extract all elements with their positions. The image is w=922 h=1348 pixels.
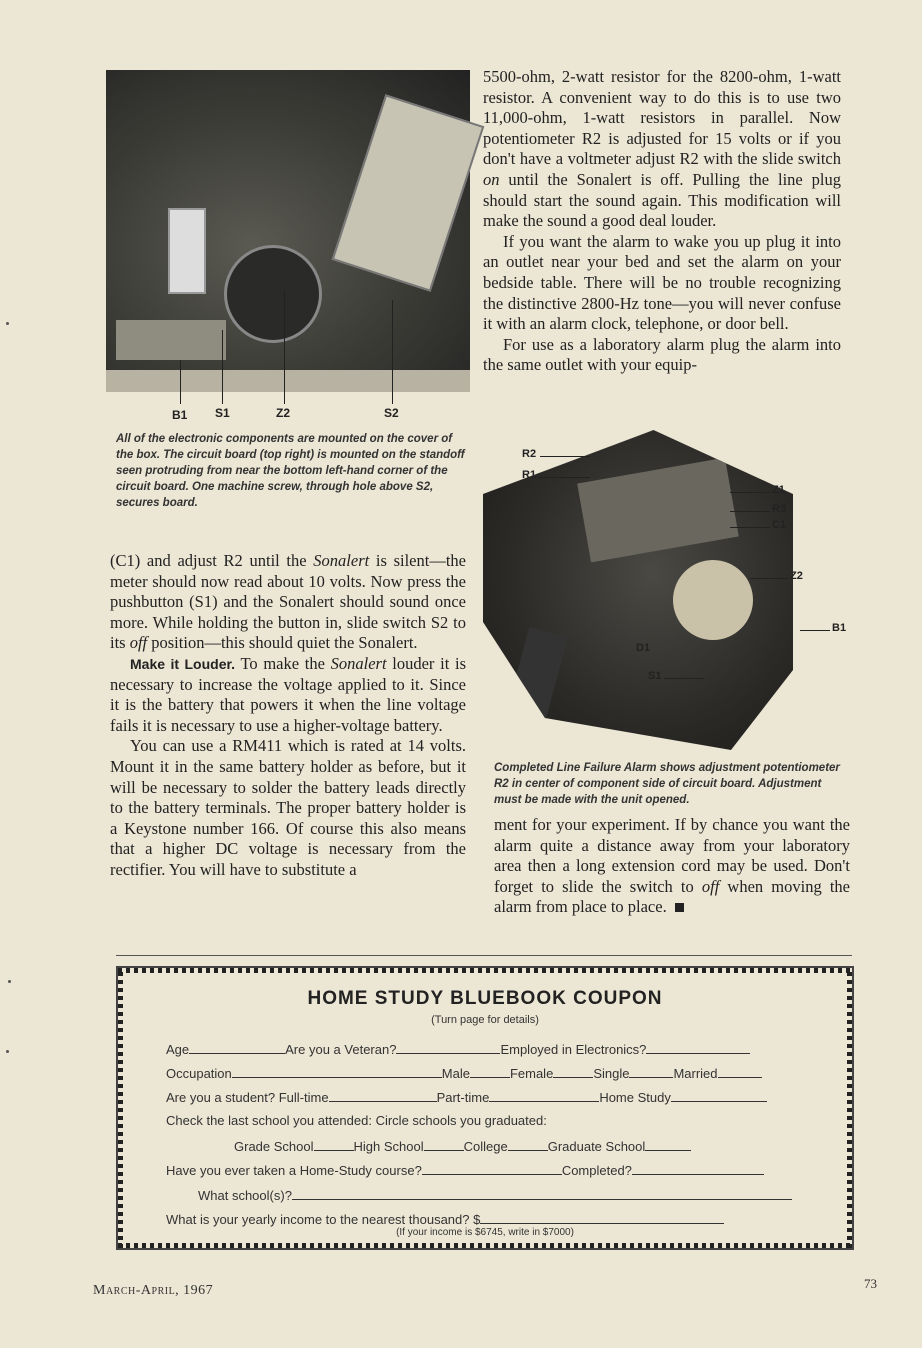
left-paragraph-1 bbox=[110, 551, 466, 654]
income-label: What is your yearly income to the nearest thousand? $ bbox=[166, 1212, 481, 1227]
leader-s1-fig2 bbox=[664, 678, 704, 679]
completed-label: Completed? bbox=[561, 1163, 632, 1178]
completed-field[interactable] bbox=[632, 1162, 764, 1175]
text-run: 5500-ohm, 2-watt resistor for the 8200-ohm, 1-watt resistor. A convenient way to do this is to use two 11,000-ohm, 1-watt resistors in parallel. Now potentiometer R2 is adjusted for 15 volts or if you don't have a voltmeter adjust R2 with the slide switch bbox=[483, 67, 841, 169]
coupon-divider-rule bbox=[116, 955, 852, 956]
label-c1: C1 bbox=[772, 519, 787, 531]
coupon-subtitle: (Turn page for details) bbox=[431, 1014, 539, 1026]
battery-holder-shape bbox=[168, 208, 206, 294]
sonalert-shape bbox=[673, 560, 753, 640]
occupation-label: Occupation bbox=[166, 1066, 232, 1081]
leader-r2 bbox=[540, 456, 590, 457]
figure1-caption: All of the electronic components are mounted on the cover of the box. The circuit board (top right) is mounted on the standoff seen protruding from near the bottom left-hand corner of the circuit board. One machine screw, through hole above S2, secures board. bbox=[116, 433, 465, 509]
leader-r3 bbox=[730, 511, 770, 512]
issue-date: March-April, 1967 bbox=[93, 1283, 214, 1298]
home-study-course-label: Have you ever taken a Home-Study course? bbox=[166, 1163, 422, 1178]
label-s1-fig2: S1 bbox=[648, 670, 662, 682]
label-z2-fig2: Z2 bbox=[790, 570, 803, 582]
text-run: (C1) and adjust R2 until the bbox=[110, 551, 314, 570]
right-paragraph-4 bbox=[494, 815, 850, 918]
high-school-label: High School bbox=[353, 1139, 424, 1154]
leader-c1 bbox=[730, 527, 770, 528]
college-field[interactable] bbox=[508, 1138, 548, 1151]
left-column bbox=[110, 551, 466, 881]
full-time-field[interactable] bbox=[329, 1089, 437, 1102]
right-column-bottom bbox=[494, 815, 850, 918]
text-run: position—this should quiet the Sonalert. bbox=[147, 633, 418, 653]
page-number: 73 bbox=[864, 1276, 877, 1291]
tray-shape bbox=[116, 320, 226, 360]
leader-s1 bbox=[222, 330, 223, 404]
grade-school-label: Grade School bbox=[234, 1139, 314, 1154]
circuit-board-shape bbox=[332, 94, 485, 292]
emphasis-run: on bbox=[483, 169, 500, 189]
veteran-label: Are you a Veteran? bbox=[285, 1042, 397, 1057]
photo-bottom-strip bbox=[106, 370, 470, 392]
label-s2: S2 bbox=[384, 406, 399, 420]
grade-school-field[interactable] bbox=[314, 1138, 354, 1151]
single-field[interactable] bbox=[629, 1065, 673, 1078]
pcb-shape bbox=[577, 458, 739, 563]
label-z2: Z2 bbox=[276, 406, 291, 420]
what-schools-field[interactable] bbox=[292, 1187, 792, 1200]
text-run: is silent—the meter should now read about 10 volts. Now press the pushbutton (S1) and the Sonalert should sound once more. While holding the button in, slide switch S2 to its bbox=[110, 551, 466, 653]
married-label: Married bbox=[673, 1066, 718, 1081]
graduate-school-label: Graduate School bbox=[547, 1139, 646, 1154]
sonalert-shape bbox=[224, 245, 322, 343]
female-label: Female bbox=[509, 1066, 554, 1081]
coupon-row-8 bbox=[166, 1211, 724, 1227]
employed-field[interactable] bbox=[646, 1041, 750, 1054]
right-column-top bbox=[483, 67, 841, 376]
coupon-row-5 bbox=[234, 1138, 691, 1154]
label-r3: R3 bbox=[772, 503, 787, 515]
line-cord-shape bbox=[498, 627, 568, 753]
coupon-row-3 bbox=[166, 1089, 767, 1105]
left-paragraph-2 bbox=[110, 654, 466, 736]
print-speck bbox=[6, 1050, 9, 1053]
high-school-field[interactable] bbox=[424, 1138, 464, 1151]
text-run: until the Sonalert is off. Pulling the line plug should start the sound again. This modification will make the sound a good deal louder. bbox=[483, 169, 841, 231]
label-b1: B1 bbox=[172, 408, 188, 422]
home-study-course-field[interactable] bbox=[422, 1162, 562, 1175]
label-b1-fig2: B1 bbox=[832, 622, 847, 634]
male-label: Male bbox=[441, 1066, 470, 1081]
male-field[interactable] bbox=[470, 1065, 510, 1078]
graduate-school-field[interactable] bbox=[645, 1138, 691, 1151]
what-schools-label: What school(s)? bbox=[198, 1188, 292, 1203]
occupation-field[interactable] bbox=[232, 1065, 442, 1078]
run-in-heading: Make it Louder. bbox=[130, 655, 236, 672]
emphasis-run: off bbox=[129, 633, 148, 653]
leader-b1 bbox=[180, 360, 181, 404]
single-label: Single bbox=[593, 1066, 630, 1081]
text-run: louder it is necessary to increase the voltage applied to it. Since it is the battery that powers it when the line voltage fails it is necessary to use a higher-voltage battery. bbox=[110, 653, 466, 735]
coupon-row-2 bbox=[166, 1065, 762, 1081]
label-z1: Z1 bbox=[772, 484, 785, 496]
female-field[interactable] bbox=[553, 1065, 593, 1078]
text-run: when moving the alarm from place to place. bbox=[494, 876, 850, 917]
income-note: (If your income is $6745, write in $7000) bbox=[396, 1227, 574, 1238]
figure2-caption: Completed Line Failure Alarm shows adjustment potentiometer R2 in center of component side of circuit board. Adjustment must be made with the unit opened. bbox=[494, 762, 840, 806]
emphasis-run: Sonalert bbox=[330, 653, 387, 673]
leader-b1-fig2 bbox=[800, 630, 830, 631]
label-s1: S1 bbox=[215, 406, 230, 420]
student-label: Are you a student? Full-time bbox=[166, 1090, 329, 1105]
married-field[interactable] bbox=[718, 1065, 762, 1078]
circuit-cover-photo bbox=[106, 70, 470, 392]
college-label: College bbox=[463, 1139, 508, 1154]
print-speck bbox=[8, 980, 11, 983]
emphasis-run: Sonalert bbox=[313, 551, 370, 570]
coupon-row-7 bbox=[198, 1187, 792, 1203]
leader-z1 bbox=[730, 492, 770, 493]
age-field[interactable] bbox=[189, 1041, 285, 1054]
label-r1: R1 bbox=[522, 469, 537, 481]
end-mark bbox=[675, 903, 684, 912]
income-field[interactable] bbox=[480, 1211, 724, 1224]
part-time-label: Part-time bbox=[436, 1090, 490, 1105]
right-paragraph-2: If you want the alarm to wake you up plug it into an outlet near your bed and set the alarm on your bedside table. There will be no trouble recognizing the distinctive 2800-Hz tone—you will never confuse it with an alarm clock, telephone, or door bell. bbox=[483, 231, 841, 334]
employed-label: Employed in Electronics? bbox=[500, 1042, 647, 1057]
text-run: To make the bbox=[235, 653, 331, 673]
leader-z2-fig2 bbox=[750, 578, 788, 579]
label-d1: D1 bbox=[636, 642, 651, 654]
left-paragraph-3: You can use a RM411 which is rated at 14 volts. Mount it in the same battery holder as before, but it will be necessary to solder the battery leads directly to the battery terminals. The proper battery holder is a Keystone number 166. Of course this also means that a higher DC voltage is necessary from the rectifier. You will have to substitute a bbox=[110, 736, 466, 879]
right-paragraph-3: For use as a laboratory alarm plug the alarm into the same outlet with your equip- bbox=[483, 334, 841, 375]
coupon-row-4: Check the last school you attended: Circle schools you graduated: bbox=[166, 1113, 547, 1128]
leader-r1 bbox=[538, 477, 590, 478]
veteran-field[interactable] bbox=[396, 1041, 500, 1054]
emphasis-run: off bbox=[701, 876, 720, 896]
bluebook-coupon bbox=[116, 966, 854, 1250]
coupon-row-1 bbox=[166, 1041, 750, 1057]
part-time-field[interactable] bbox=[489, 1089, 599, 1102]
home-study-label: Home Study bbox=[599, 1090, 671, 1105]
leader-s2 bbox=[392, 300, 393, 404]
label-r2: R2 bbox=[522, 448, 537, 460]
coupon-title: HOME STUDY BLUEBOOK COUPON bbox=[307, 988, 663, 1009]
home-study-field[interactable] bbox=[671, 1089, 767, 1102]
right-paragraph-1 bbox=[483, 67, 841, 232]
print-speck bbox=[6, 322, 9, 325]
text-run: ment for your experiment. If by chance you want the alarm quite a distance away from your laboratory area then a long extension cord may be used. Don't forget to slide the switch to bbox=[494, 815, 850, 896]
age-label: Age bbox=[166, 1042, 190, 1057]
coupon-row-6 bbox=[166, 1162, 764, 1178]
leader-z2 bbox=[284, 290, 285, 404]
